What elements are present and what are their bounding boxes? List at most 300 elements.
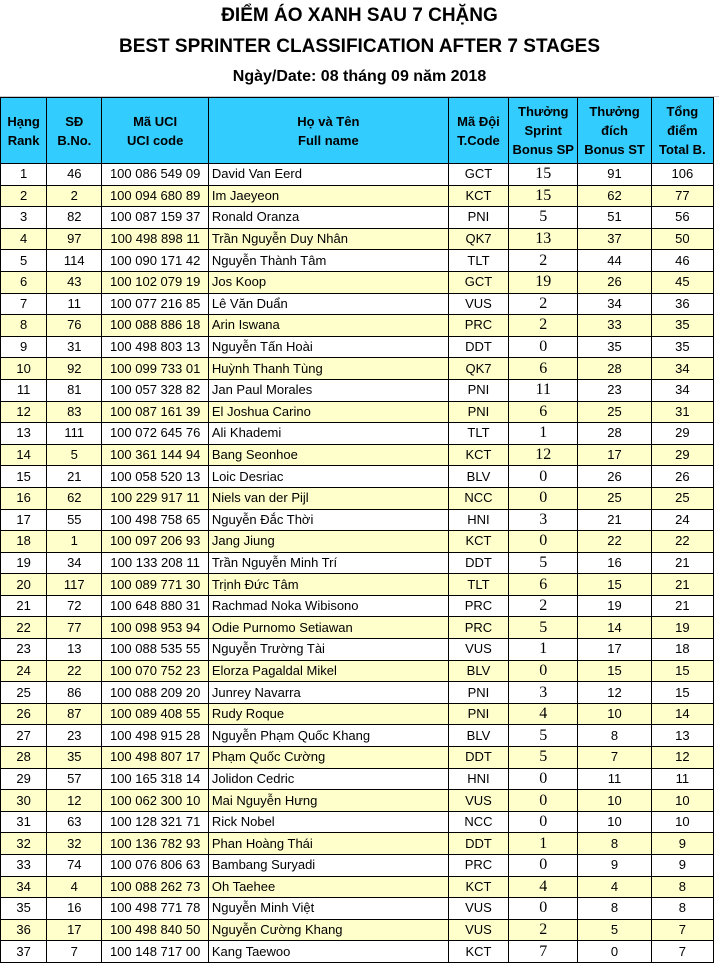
cell-sp: 2 [509, 293, 578, 315]
header-row [1, 98, 714, 164]
cell-team: PRC [448, 617, 508, 639]
cell-bib: 76 [47, 315, 102, 337]
cell-team: KCT [448, 444, 508, 466]
cell-rank: 35 [1, 898, 47, 920]
cell-name: Ronald Oranza [208, 207, 448, 229]
table-row [1, 207, 714, 229]
cell-team: KCT [448, 876, 508, 898]
cell-bib: 4 [47, 876, 102, 898]
header-bonus-st-en: Bonus ST [584, 142, 645, 157]
cell-uci: 100 097 206 93 [102, 531, 208, 553]
cell-st: 33 [578, 315, 651, 337]
cell-rank: 18 [1, 531, 47, 553]
cell-st: 21 [578, 509, 651, 531]
header-total-en: Total B. [658, 142, 706, 157]
cell-st: 10 [578, 790, 651, 812]
cell-sp: 0 [509, 466, 578, 488]
cell-team: NCC [448, 811, 508, 833]
table-row [1, 617, 714, 639]
cell-name: Phạm Quốc Cường [208, 747, 448, 769]
cell-total: 34 [651, 358, 713, 380]
cell-sp: 2 [509, 919, 578, 941]
table-row [1, 487, 714, 509]
table-row [1, 833, 714, 855]
table-row [1, 444, 714, 466]
cell-name: Bambang Suryadi [208, 855, 448, 877]
cell-total: 106 [651, 164, 713, 186]
cell-sp: 5 [509, 747, 578, 769]
cell-uci: 100 072 645 76 [102, 423, 208, 445]
header-bonus-sp-vi: Thưởng Sprint [518, 104, 569, 138]
cell-name: Rachmad Noka Wibisono [208, 595, 448, 617]
cell-st: 4 [578, 876, 651, 898]
cell-rank: 31 [1, 811, 47, 833]
cell-bib: 111 [47, 423, 102, 445]
cell-rank: 6 [1, 271, 47, 293]
cell-st: 16 [578, 552, 651, 574]
table-row [1, 747, 714, 769]
header-rank [1, 98, 47, 164]
cell-total: 14 [651, 703, 713, 725]
cell-sp: 3 [509, 509, 578, 531]
cell-uci: 100 062 300 10 [102, 790, 208, 812]
cell-total: 77 [651, 185, 713, 207]
cell-team: PNI [448, 401, 508, 423]
cell-sp: 0 [509, 660, 578, 682]
cell-total: 45 [651, 271, 713, 293]
cell-st: 34 [578, 293, 651, 315]
header-bonus-st [578, 98, 651, 164]
table-row [1, 228, 714, 250]
cell-total: 26 [651, 466, 713, 488]
cell-st: 0 [578, 941, 651, 963]
cell-rank: 1 [1, 164, 47, 186]
cell-name: Bang Seonhoe [208, 444, 448, 466]
table-row [1, 768, 714, 790]
cell-st: 17 [578, 444, 651, 466]
cell-sp: 12 [509, 444, 578, 466]
cell-uci: 100 648 880 31 [102, 595, 208, 617]
cell-rank: 17 [1, 509, 47, 531]
cell-sp: 0 [509, 898, 578, 920]
cell-sp: 0 [509, 531, 578, 553]
cell-sp: 0 [509, 855, 578, 877]
table-body [1, 164, 714, 963]
cell-bib: 35 [47, 747, 102, 769]
header-bib [47, 98, 102, 164]
cell-team: GCT [448, 164, 508, 186]
cell-bib: 117 [47, 574, 102, 596]
cell-total: 25 [651, 487, 713, 509]
cell-uci: 100 229 917 11 [102, 487, 208, 509]
cell-team: HNI [448, 768, 508, 790]
cell-team: KCT [448, 941, 508, 963]
cell-name: Jolidon Cedric [208, 768, 448, 790]
cell-bib: 97 [47, 228, 102, 250]
cell-rank: 9 [1, 336, 47, 358]
cell-rank: 29 [1, 768, 47, 790]
header-team-vi: Mã Đội [457, 113, 500, 129]
cell-total: 11 [651, 768, 713, 790]
cell-rank: 19 [1, 552, 47, 574]
header-team-en: T.Code [457, 132, 500, 148]
cell-team: DDT [448, 552, 508, 574]
cell-st: 28 [578, 358, 651, 380]
cell-rank: 20 [1, 574, 47, 596]
cell-uci: 100 102 079 19 [102, 271, 208, 293]
cell-rank: 34 [1, 876, 47, 898]
table-row [1, 855, 714, 877]
cell-bib: 81 [47, 379, 102, 401]
cell-total: 7 [651, 941, 713, 963]
header-bib-vi: SĐ [65, 113, 84, 129]
cell-sp: 4 [509, 703, 578, 725]
cell-bib: 55 [47, 509, 102, 531]
cell-name: Nguyễn Đắc Thời [208, 509, 448, 531]
cell-sp: 13 [509, 228, 578, 250]
cell-team: DDT [448, 747, 508, 769]
cell-st: 22 [578, 531, 651, 553]
cell-name: Huỳnh Thanh Tùng [208, 358, 448, 380]
table-row [1, 595, 714, 617]
cell-total: 29 [651, 444, 713, 466]
table-row [1, 315, 714, 337]
header-name-vi: Họ và Tên [297, 113, 360, 129]
cell-total: 21 [651, 552, 713, 574]
cell-rank: 16 [1, 487, 47, 509]
cell-st: 26 [578, 271, 651, 293]
cell-total: 8 [651, 876, 713, 898]
cell-rank: 5 [1, 250, 47, 272]
table-row [1, 703, 714, 725]
cell-team: VUS [448, 898, 508, 920]
cell-bib: 77 [47, 617, 102, 639]
cell-team: KCT [448, 185, 508, 207]
cell-name: Odie Purnomo Setiawan [208, 617, 448, 639]
cell-total: 50 [651, 228, 713, 250]
header-bonus-sp [509, 98, 578, 164]
cell-st: 26 [578, 466, 651, 488]
cell-bib: 92 [47, 358, 102, 380]
cell-total: 46 [651, 250, 713, 272]
table-row [1, 682, 714, 704]
cell-team: NCC [448, 487, 508, 509]
cell-name: El Joshua Carino [208, 401, 448, 423]
cell-uci: 100 087 159 37 [102, 207, 208, 229]
cell-name: Mai Nguyễn Hưng [208, 790, 448, 812]
cell-bib: 12 [47, 790, 102, 812]
cell-uci: 100 094 680 89 [102, 185, 208, 207]
table-row [1, 811, 714, 833]
table-row [1, 336, 714, 358]
table-row [1, 358, 714, 380]
cell-rank: 37 [1, 941, 47, 963]
title-english: BEST SPRINTER CLASSIFICATION AFTER 7 STAGES [118, 36, 600, 57]
cell-name: Junrey Navarra [208, 682, 448, 704]
cell-name: David Van Eerd [208, 164, 448, 186]
cell-uci: 100 133 208 11 [102, 552, 208, 574]
cell-uci: 100 088 535 55 [102, 639, 208, 661]
cell-rank: 28 [1, 747, 47, 769]
cell-sp: 6 [509, 401, 578, 423]
cell-st: 44 [578, 250, 651, 272]
header-uci-vi: Mã UCI [133, 113, 178, 129]
cell-team: QK7 [448, 228, 508, 250]
cell-rank: 15 [1, 466, 47, 488]
cell-uci: 100 089 408 55 [102, 703, 208, 725]
cell-team: QK7 [448, 358, 508, 380]
cell-st: 15 [578, 660, 651, 682]
cell-sp: 5 [509, 207, 578, 229]
cell-sp: 5 [509, 725, 578, 747]
cell-uci: 100 498 758 65 [102, 509, 208, 531]
cell-uci: 100 498 803 13 [102, 336, 208, 358]
cell-st: 12 [578, 682, 651, 704]
cell-total: 15 [651, 682, 713, 704]
cell-name: Jan Paul Morales [208, 379, 448, 401]
cell-uci: 100 089 771 30 [102, 574, 208, 596]
cell-team: TLT [448, 574, 508, 596]
cell-rank: 13 [1, 423, 47, 445]
cell-team: PNI [448, 703, 508, 725]
cell-sp: 3 [509, 682, 578, 704]
cell-total: 10 [651, 811, 713, 833]
cell-sp: 2 [509, 595, 578, 617]
cell-name: Oh Taehee [208, 876, 448, 898]
cell-sp: 1 [509, 423, 578, 445]
table-row [1, 423, 714, 445]
cell-sp: 6 [509, 358, 578, 380]
cell-name: Im Jaeyeon [208, 185, 448, 207]
cell-team: KCT [448, 531, 508, 553]
cell-total: 35 [651, 315, 713, 337]
cell-name: Trần Nguyễn Minh Trí [208, 552, 448, 574]
cell-sp: 4 [509, 876, 578, 898]
header-bonus-sp-en: Bonus SP [512, 142, 574, 157]
cell-uci: 100 498 840 50 [102, 919, 208, 941]
cell-team: DDT [448, 833, 508, 855]
table-row [1, 574, 714, 596]
cell-total: 31 [651, 401, 713, 423]
cell-total: 13 [651, 725, 713, 747]
cell-uci: 100 148 717 00 [102, 941, 208, 963]
cell-team: HNI [448, 509, 508, 531]
cell-rank: 27 [1, 725, 47, 747]
cell-bib: 2 [47, 185, 102, 207]
cell-st: 8 [578, 725, 651, 747]
cell-team: BLV [448, 660, 508, 682]
cell-uci: 100 076 806 63 [102, 855, 208, 877]
cell-uci: 100 498 807 17 [102, 747, 208, 769]
cell-uci: 100 088 886 18 [102, 315, 208, 337]
cell-rank: 21 [1, 595, 47, 617]
cell-sp: 0 [509, 790, 578, 812]
cell-bib: 34 [47, 552, 102, 574]
cell-rank: 36 [1, 919, 47, 941]
cell-uci: 100 136 782 93 [102, 833, 208, 855]
cell-team: VUS [448, 639, 508, 661]
cell-team: GCT [448, 271, 508, 293]
cell-st: 28 [578, 423, 651, 445]
cell-sp: 1 [509, 833, 578, 855]
cell-st: 51 [578, 207, 651, 229]
table-row [1, 250, 714, 272]
cell-rank: 7 [1, 293, 47, 315]
cell-name: Elorza Pagaldal Mikel [208, 660, 448, 682]
cell-st: 8 [578, 898, 651, 920]
title-vietnamese: ĐIỂM ÁO XANH SAU 7 CHẶNG [221, 5, 498, 26]
cell-sp: 0 [509, 768, 578, 790]
cell-bib: 63 [47, 811, 102, 833]
cell-st: 35 [578, 336, 651, 358]
cell-uci: 100 057 328 82 [102, 379, 208, 401]
cell-team: VUS [448, 293, 508, 315]
cell-team: PRC [448, 595, 508, 617]
cell-sp: 5 [509, 552, 578, 574]
cell-rank: 23 [1, 639, 47, 661]
cell-total: 21 [651, 595, 713, 617]
cell-name: Trần Nguyễn Duy Nhân [208, 228, 448, 250]
cell-name: Loic Desriac [208, 466, 448, 488]
cell-uci: 100 088 209 20 [102, 682, 208, 704]
cell-total: 10 [651, 790, 713, 812]
cell-total: 7 [651, 919, 713, 941]
cell-total: 29 [651, 423, 713, 445]
cell-uci: 100 087 161 39 [102, 401, 208, 423]
cell-name: Lê Văn Duẩn [208, 293, 448, 315]
cell-team: VUS [448, 790, 508, 812]
table-row [1, 379, 714, 401]
cell-rank: 12 [1, 401, 47, 423]
cell-bib: 16 [47, 898, 102, 920]
cell-uci: 100 099 733 01 [102, 358, 208, 380]
cell-st: 19 [578, 595, 651, 617]
table-row [1, 725, 714, 747]
cell-sp: 0 [509, 336, 578, 358]
cell-st: 37 [578, 228, 651, 250]
cell-bib: 1 [47, 531, 102, 553]
header-bib-en: B.No. [57, 132, 92, 148]
cell-bib: 62 [47, 487, 102, 509]
cell-uci: 100 128 321 71 [102, 811, 208, 833]
cell-rank: 10 [1, 358, 47, 380]
cell-rank: 26 [1, 703, 47, 725]
cell-uci: 100 058 520 13 [102, 466, 208, 488]
table-row [1, 531, 714, 553]
cell-uci: 100 165 318 14 [102, 768, 208, 790]
cell-total: 18 [651, 639, 713, 661]
cell-bib: 22 [47, 660, 102, 682]
cell-team: PRC [448, 315, 508, 337]
header-total-vi: Tổng điểm [666, 104, 699, 138]
cell-total: 8 [651, 898, 713, 920]
cell-sp: 19 [509, 271, 578, 293]
cell-bib: 82 [47, 207, 102, 229]
cell-uci: 100 086 549 09 [102, 164, 208, 186]
table-row [1, 919, 714, 941]
cell-rank: 24 [1, 660, 47, 682]
table-row [1, 941, 714, 963]
table-row [1, 164, 714, 186]
cell-uci: 100 498 898 11 [102, 228, 208, 250]
cell-name: Jang Jiung [208, 531, 448, 553]
cell-total: 56 [651, 207, 713, 229]
cell-st: 10 [578, 703, 651, 725]
cell-name: Arin Iswana [208, 315, 448, 337]
cell-st: 15 [578, 574, 651, 596]
cell-rank: 11 [1, 379, 47, 401]
table-row [1, 790, 714, 812]
header-rank-vi: Hạng [7, 113, 40, 129]
cell-team: TLT [448, 250, 508, 272]
header-rank-en: Rank [7, 132, 40, 148]
table-row [1, 660, 714, 682]
cell-team: BLV [448, 466, 508, 488]
cell-total: 36 [651, 293, 713, 315]
cell-name: Nguyễn Phạm Quốc Khang [208, 725, 448, 747]
cell-total: 21 [651, 574, 713, 596]
cell-uci: 100 077 216 85 [102, 293, 208, 315]
table-row [1, 466, 714, 488]
cell-uci: 100 070 752 23 [102, 660, 208, 682]
cell-st: 8 [578, 833, 651, 855]
cell-sp: 7 [509, 941, 578, 963]
cell-st: 17 [578, 639, 651, 661]
cell-bib: 7 [47, 941, 102, 963]
cell-name: Rick Nobel [208, 811, 448, 833]
cell-total: 19 [651, 617, 713, 639]
cell-uci: 100 090 171 42 [102, 250, 208, 272]
cell-name: Kang Taewoo [208, 941, 448, 963]
table-row [1, 293, 714, 315]
cell-sp: 1 [509, 639, 578, 661]
cell-bib: 11 [47, 293, 102, 315]
cell-uci: 100 498 771 78 [102, 898, 208, 920]
cell-sp: 2 [509, 250, 578, 272]
cell-rank: 22 [1, 617, 47, 639]
header-total [651, 98, 713, 164]
cell-bib: 74 [47, 855, 102, 877]
cell-team: DDT [448, 336, 508, 358]
header-uci-en: UCI code [126, 132, 184, 148]
cell-team: PNI [448, 379, 508, 401]
cell-bib: 86 [47, 682, 102, 704]
title-block [0, 0, 719, 97]
cell-rank: 2 [1, 185, 47, 207]
cell-st: 91 [578, 164, 651, 186]
table-row [1, 509, 714, 531]
cell-team: PNI [448, 207, 508, 229]
cell-rank: 33 [1, 855, 47, 877]
table-row [1, 552, 714, 574]
cell-sp: 15 [509, 185, 578, 207]
cell-rank: 25 [1, 682, 47, 704]
cell-sp: 0 [509, 811, 578, 833]
cell-bib: 32 [47, 833, 102, 855]
cell-total: 15 [651, 660, 713, 682]
cell-sp: 15 [509, 164, 578, 186]
cell-total: 9 [651, 855, 713, 877]
classification-table [0, 97, 714, 963]
table-row [1, 898, 714, 920]
cell-bib: 21 [47, 466, 102, 488]
cell-st: 62 [578, 185, 651, 207]
cell-rank: 8 [1, 315, 47, 337]
cell-bib: 5 [47, 444, 102, 466]
cell-st: 25 [578, 487, 651, 509]
table-row [1, 876, 714, 898]
cell-uci: 100 098 953 94 [102, 617, 208, 639]
